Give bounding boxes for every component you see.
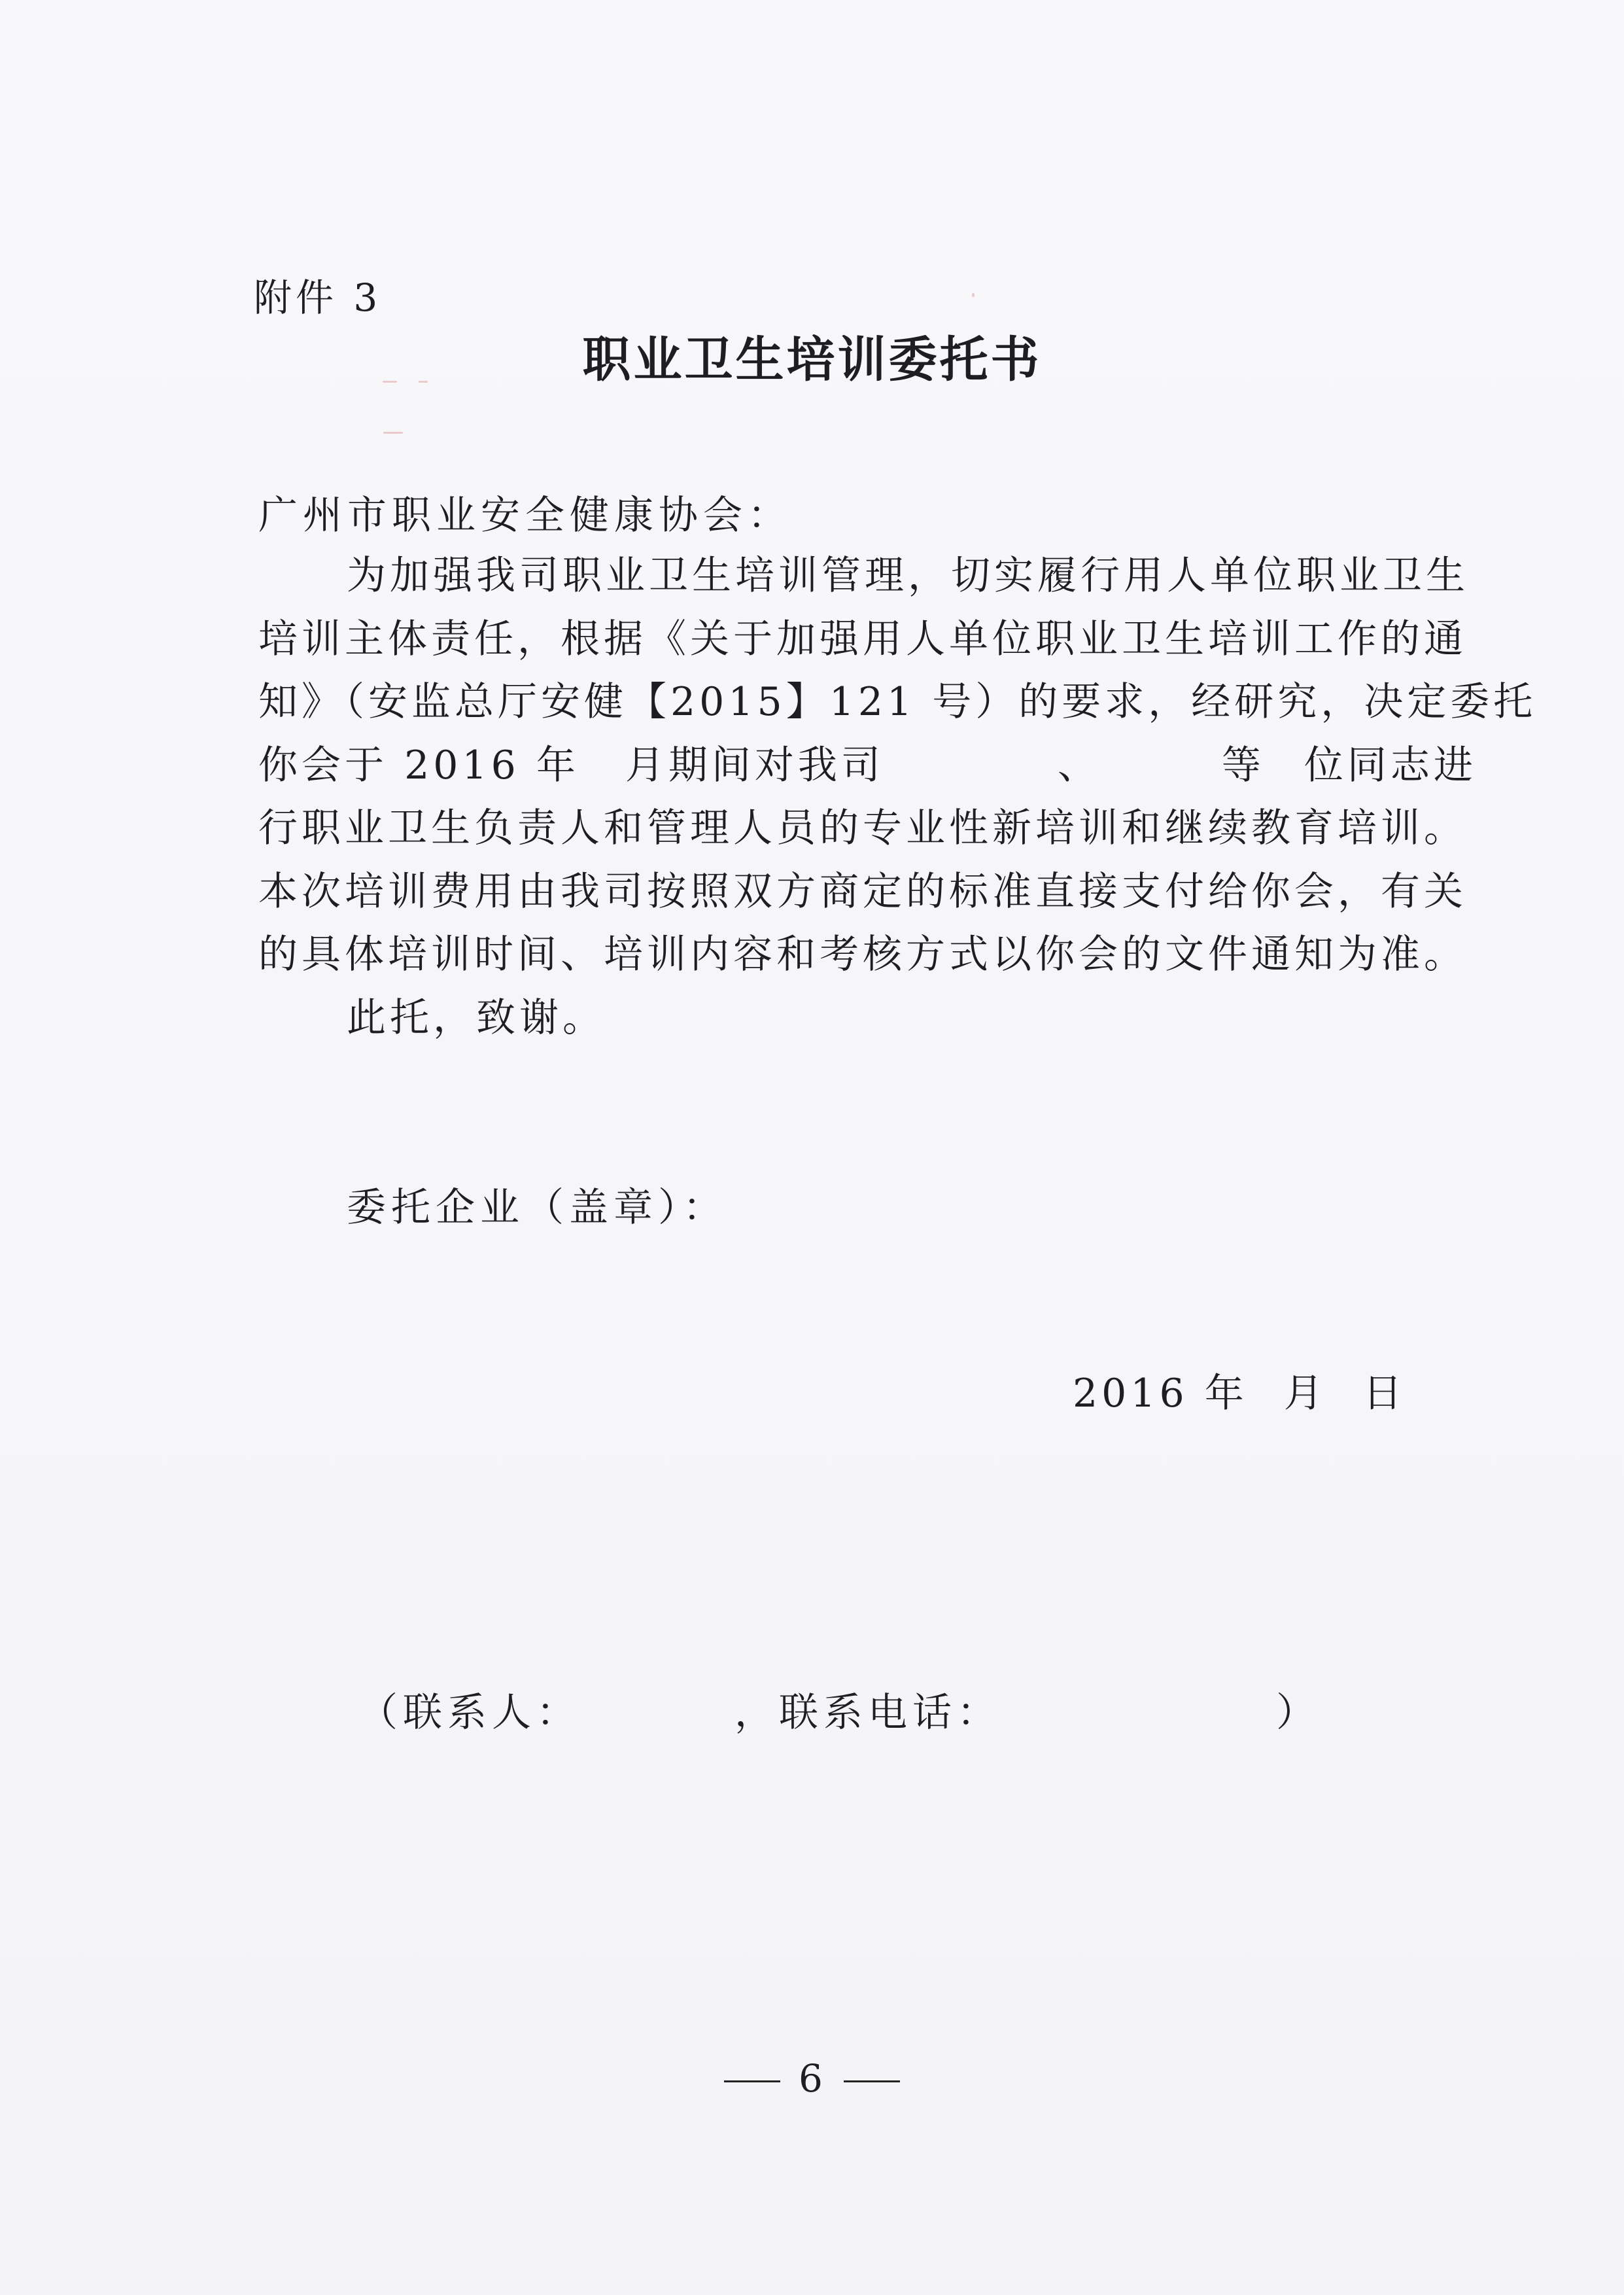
contact-line — [358, 1681, 1321, 1744]
etc-text: 等 — [1221, 742, 1265, 788]
scan-mark — [972, 293, 975, 297]
date-month: 月 — [1283, 1371, 1327, 1416]
contact-phone-label: 联系电话： — [779, 1690, 1001, 1736]
body-line: 为加强我司职业卫生培训管理，切实履行用人单位职业卫生 — [347, 553, 1469, 599]
contact-person-label: （联系人： — [358, 1690, 581, 1736]
date-year: 2016 年 — [1073, 1371, 1248, 1416]
name-separator: 、 — [1057, 742, 1101, 788]
signature-label: 委托企业（盖章）： — [347, 1185, 727, 1231]
page-number-footer — [0, 2049, 1624, 2108]
document-title: 职业卫生培训委托书 — [582, 332, 1042, 388]
footer-dash — [724, 2080, 780, 2082]
body-line — [258, 734, 1477, 797]
body-line: 的具体培训时间、培训内容和考核方式以你会的文件通知为准。 — [258, 932, 1467, 977]
attachment-label: 附件 3 — [254, 275, 382, 320]
training-month-text: 月期间对我司 — [625, 742, 884, 788]
closing-line: 此托，致谢。 — [347, 994, 606, 1041]
contact-close: ） — [1276, 1690, 1321, 1736]
footer-dash — [844, 2080, 900, 2082]
body-line: 行职业卫生负责人和管理人员的专业性新培训和继续教育培训。 — [258, 805, 1467, 851]
page-number: 6 — [799, 2056, 825, 2101]
contact-separator: ， — [734, 1690, 779, 1736]
body-line: 培训主体责任，根据《关于加强用人单位职业卫生培训工作的通 — [258, 616, 1467, 662]
date-day: 日 — [1362, 1371, 1406, 1416]
body-line: 本次培训费用由我司按照双方商定的标准直接支付给你会，有关 — [258, 868, 1467, 915]
date-line — [1073, 1362, 1406, 1425]
addressee: 广州市职业安全健康协会： — [258, 493, 792, 538]
body-paragraph — [258, 544, 1537, 1049]
scan-mark — [383, 432, 403, 434]
training-year: 你会于 2016 年 — [258, 742, 579, 788]
persons-text: 位同志进 — [1304, 742, 1477, 788]
body-line: 知》（安监总厅安健【2015】121 号）的要求，经研究，决定委托 — [258, 679, 1537, 725]
